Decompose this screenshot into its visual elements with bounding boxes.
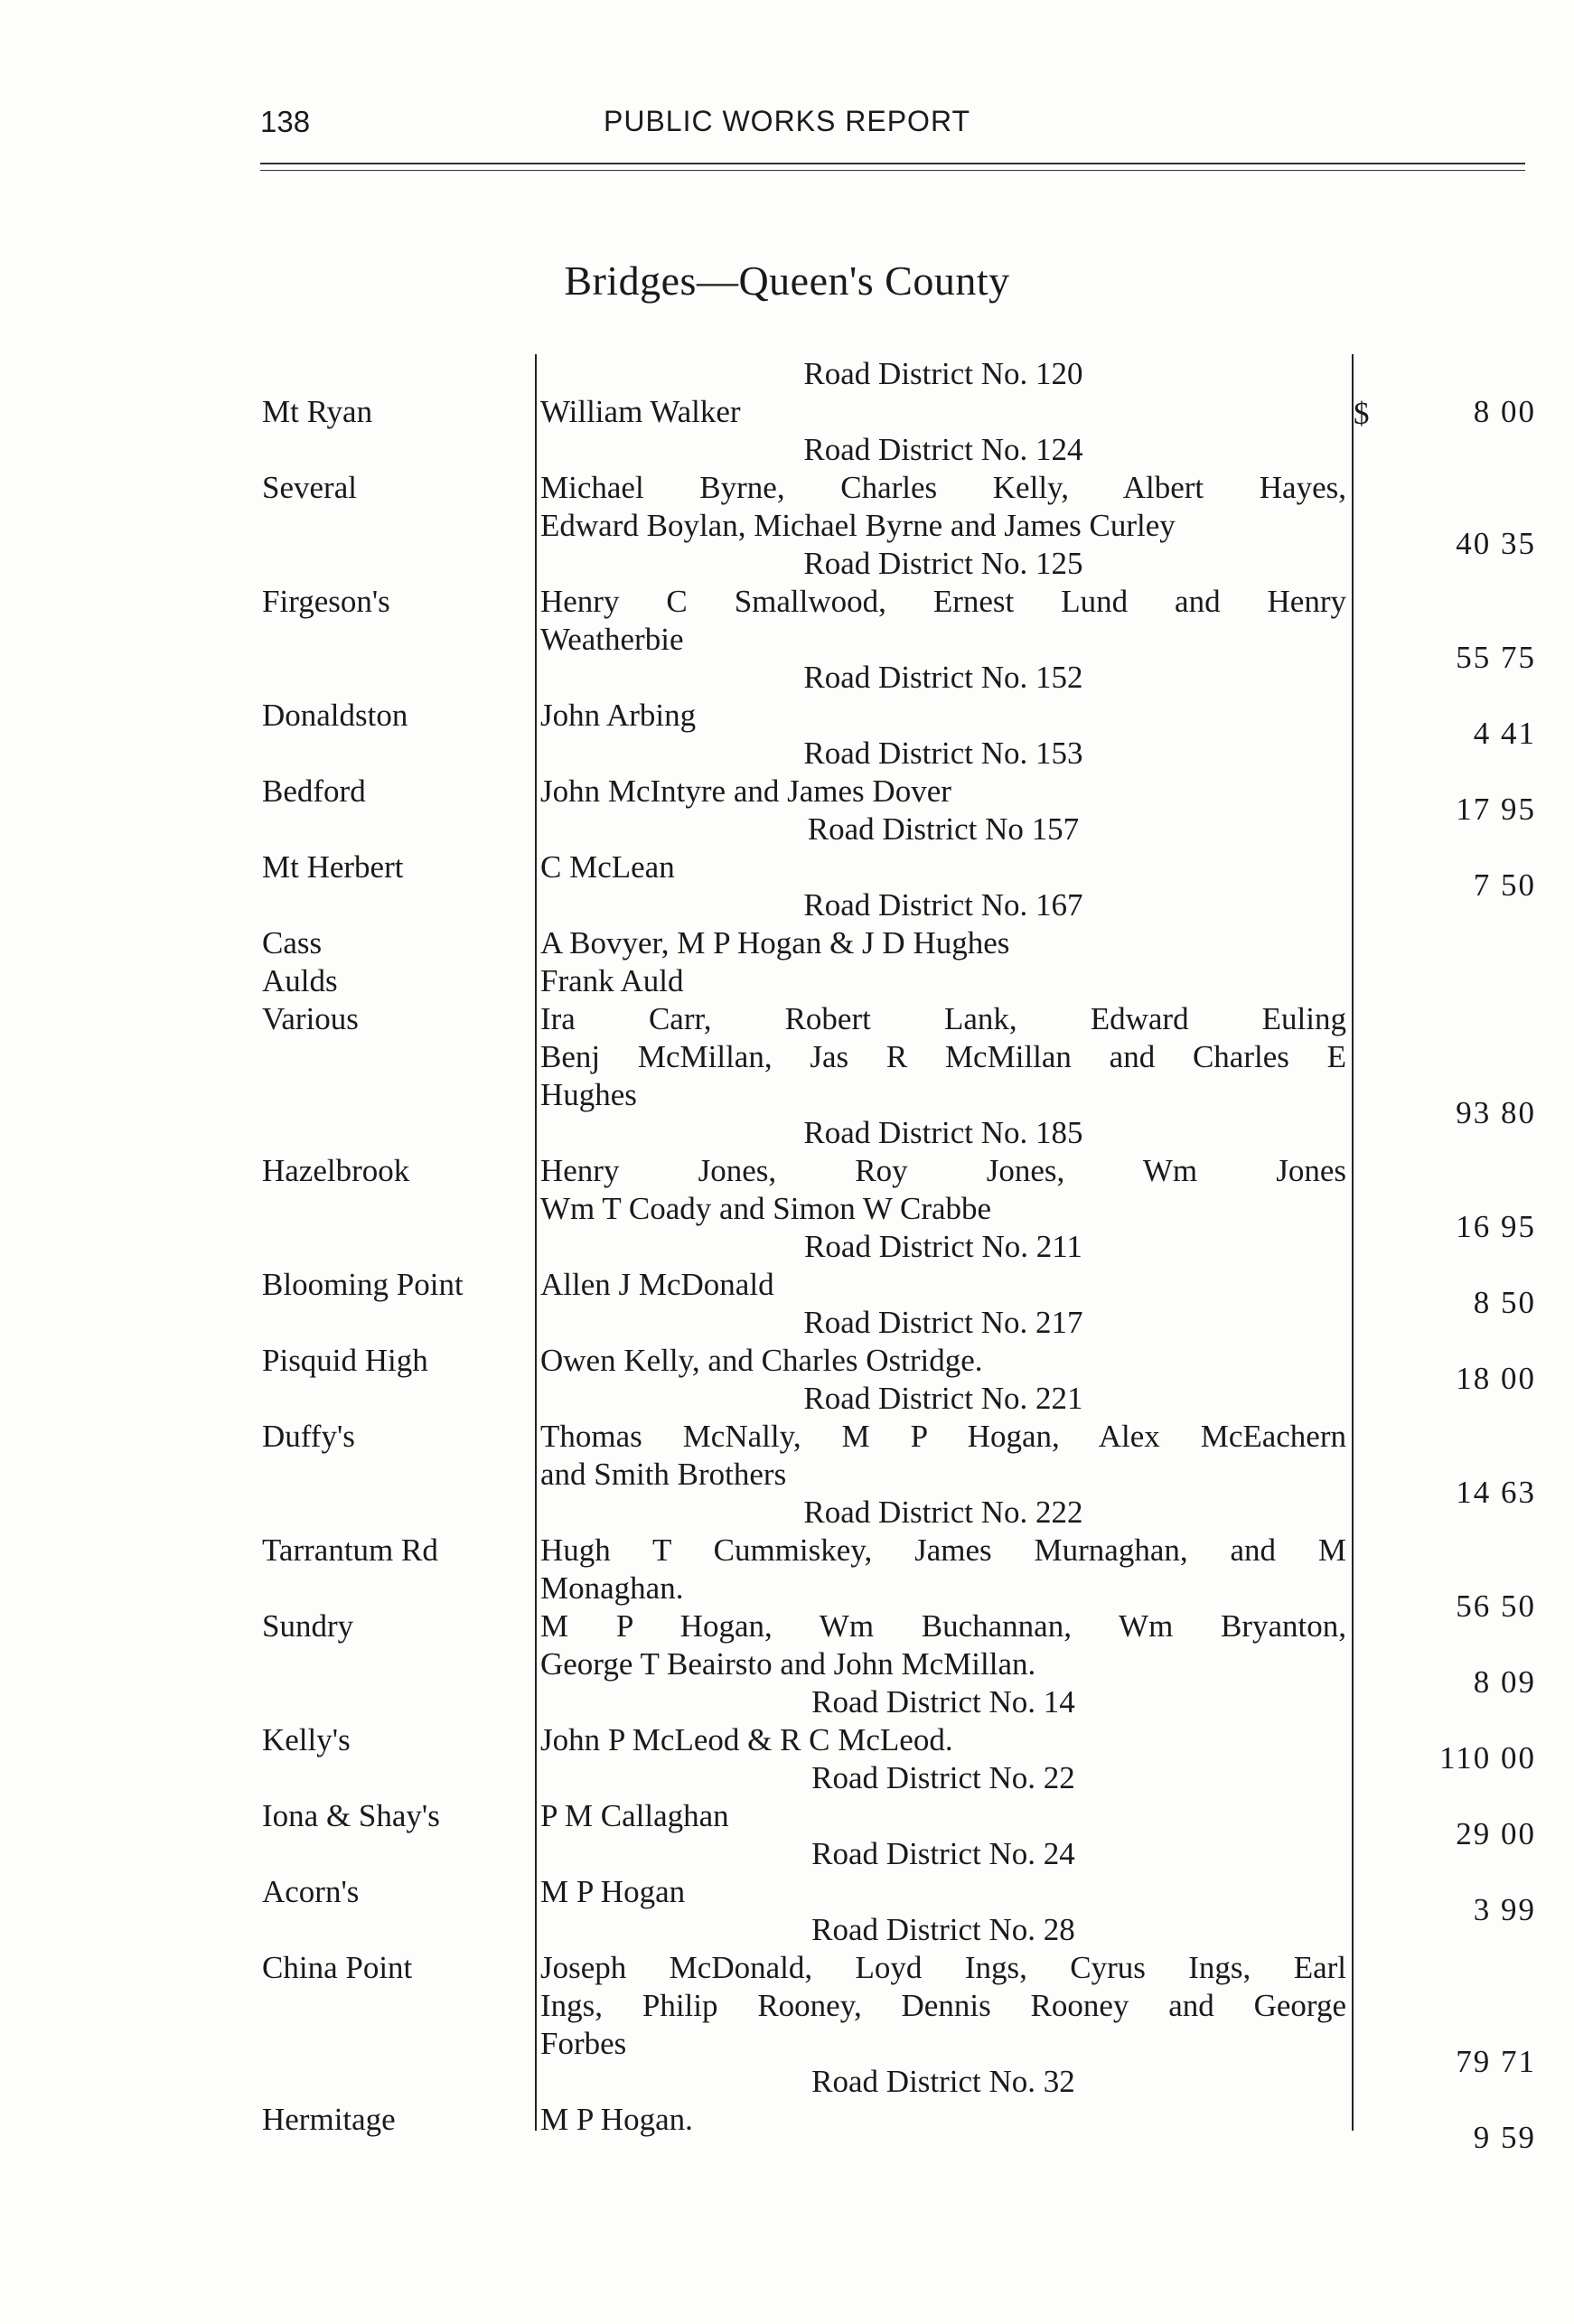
road-district-heading: Road District No. 217 <box>803 1305 1083 1340</box>
running-head: PUBLIC WORKS REPORT <box>603 105 971 137</box>
contractor-names: A Bovyer, M P Hogan & J D Hughes <box>540 925 1010 961</box>
place-name: Several <box>262 470 357 505</box>
place-name: Mt Herbert <box>262 849 404 885</box>
header-rule-bottom <box>260 170 1525 171</box>
amount-value: 8 09 <box>1473 1664 1536 1700</box>
contractor-names: M P Hogan <box>540 1874 686 1909</box>
road-district-heading: Road District No. 24 <box>811 1836 1075 1871</box>
place-name: China Point <box>262 1950 413 1985</box>
amount-value: 56 50 <box>1456 1588 1536 1624</box>
contractor-names: Weatherbie <box>540 622 684 657</box>
amount-value: 16 95 <box>1456 1209 1536 1244</box>
place-name: Duffy's <box>262 1419 355 1454</box>
road-district-heading: Road District No. 185 <box>803 1115 1083 1150</box>
place-name: Acorn's <box>262 1874 360 1909</box>
road-district-heading: Road District No. 221 <box>803 1381 1083 1416</box>
place-name: Tarrantum Rd <box>262 1532 438 1568</box>
contractor-names: P M Callaghan <box>540 1798 729 1833</box>
contractor-names: Forbes <box>540 2026 627 2061</box>
dollar-sign: $ <box>1354 396 1370 431</box>
amount-value: 14 63 <box>1456 1475 1536 1510</box>
road-district-heading: Road District No. 211 <box>804 1229 1082 1264</box>
contractor-names: Wm T Coady and Simon W Crabbe <box>540 1191 992 1226</box>
contractor-names: M P Hogan, Wm Buchannan, Wm Bryanton, <box>540 1608 1346 1644</box>
column-divider-left <box>535 354 537 2131</box>
place-name: Various <box>262 1001 359 1036</box>
contractor-names: George T Beairsto and John McMillan. <box>540 1646 1036 1682</box>
contractor-names: Owen Kelly, and Charles Ostridge. <box>540 1343 983 1378</box>
amount-value: 40 35 <box>1456 526 1536 561</box>
contractor-names: Benj McMillan, Jas R McMillan and Charles E <box>540 1039 1346 1074</box>
amount-value: 8 50 <box>1473 1285 1536 1320</box>
place-name: Bedford <box>262 773 366 809</box>
contractor-names: Hugh T Cummiskey, James Murnaghan, and M <box>540 1532 1346 1568</box>
contractor-names: John Arbing <box>540 698 697 733</box>
contractor-names: Henry C Smallwood, Ernest Lund and Henry <box>540 584 1346 619</box>
place-name: Aulds <box>262 963 338 998</box>
road-district-heading: Road District No. 32 <box>811 2064 1075 2099</box>
place-name: Cass <box>262 925 323 961</box>
amount-value: 4 41 <box>1473 716 1536 751</box>
amount-value: 93 80 <box>1456 1095 1536 1130</box>
contractor-names: Edward Boylan, Michael Byrne and James Curley <box>540 508 1176 543</box>
contractor-names: Hughes <box>540 1077 637 1112</box>
contractor-names: Henry Jones, Roy Jones, Wm Jones <box>540 1153 1346 1188</box>
place-name: Hazelbrook <box>262 1153 410 1188</box>
contractor-names: Michael Byrne, Charles Kelly, Albert Hayes, <box>540 470 1346 505</box>
contractor-names: Joseph McDonald, Loyd Ings, Cyrus Ings, Earl <box>540 1950 1346 1985</box>
road-district-heading: Road District No. 28 <box>811 1912 1075 1947</box>
amount-value: 79 71 <box>1456 2044 1536 2079</box>
amount-value: 8 00 <box>1473 394 1536 429</box>
amount-value: 110 00 <box>1439 1740 1536 1776</box>
place-name: Blooming Point <box>262 1267 464 1302</box>
road-district-heading: Road District No 157 <box>807 811 1080 847</box>
amount-value: 3 99 <box>1473 1892 1536 1927</box>
contractor-names: Frank Auld <box>540 963 684 998</box>
amount-value: 29 00 <box>1456 1816 1536 1851</box>
road-district-heading: Road District No. 153 <box>803 736 1083 771</box>
contractor-names: John McIntyre and James Dover <box>540 773 951 809</box>
place-name: Hermitage <box>262 2102 396 2137</box>
contractor-names: Ira Carr, Robert Lank, Edward Euling <box>540 1001 1346 1036</box>
contractor-names: Monaghan. <box>540 1570 684 1606</box>
road-district-heading: Road District No. 222 <box>803 1495 1083 1530</box>
place-name: Mt Ryan <box>262 394 373 429</box>
contractor-names: Thomas McNally, M P Hogan, Alex McEachern <box>540 1419 1346 1454</box>
contractor-names: and Smith Brothers <box>540 1457 787 1492</box>
amount-value: 7 50 <box>1473 867 1536 903</box>
page-number: 138 <box>260 105 311 138</box>
place-name: Firgeson's <box>262 584 390 619</box>
amount-value: 9 59 <box>1473 2120 1536 2155</box>
contractor-names: William Walker <box>540 394 741 429</box>
contractor-names: Ings, Philip Rooney, Dennis Rooney and George <box>540 1988 1346 2023</box>
road-district-heading: Road District No. 14 <box>811 1684 1075 1720</box>
contractor-names: John P McLeod & R C McLeod. <box>540 1722 953 1757</box>
place-name: Sundry <box>262 1608 354 1644</box>
contractor-names: M P Hogan. <box>540 2102 693 2137</box>
amount-value: 55 75 <box>1456 640 1536 675</box>
amount-value: 17 95 <box>1456 792 1536 827</box>
road-district-heading: Road District No. 22 <box>811 1760 1075 1795</box>
road-district-heading: Road District No. 167 <box>803 887 1083 923</box>
amount-value: 18 00 <box>1456 1361 1536 1396</box>
header-rule-top <box>260 163 1525 164</box>
road-district-heading: Road District No. 124 <box>803 432 1083 467</box>
place-name: Donaldston <box>262 698 408 733</box>
place-name: Kelly's <box>262 1722 351 1757</box>
road-district-heading: Road District No. 152 <box>803 660 1083 695</box>
contractor-names: C McLean <box>540 849 675 885</box>
page-title: Bridges—Queen's County <box>564 258 1010 304</box>
road-district-heading: Road District No. 125 <box>803 546 1083 581</box>
road-district-heading: Road District No. 120 <box>803 356 1083 391</box>
contractor-names: Allen J McDonald <box>540 1267 774 1302</box>
place-name: Iona & Shay's <box>262 1798 440 1833</box>
place-name: Pisquid High <box>262 1343 428 1378</box>
column-divider-right <box>1352 354 1354 2131</box>
